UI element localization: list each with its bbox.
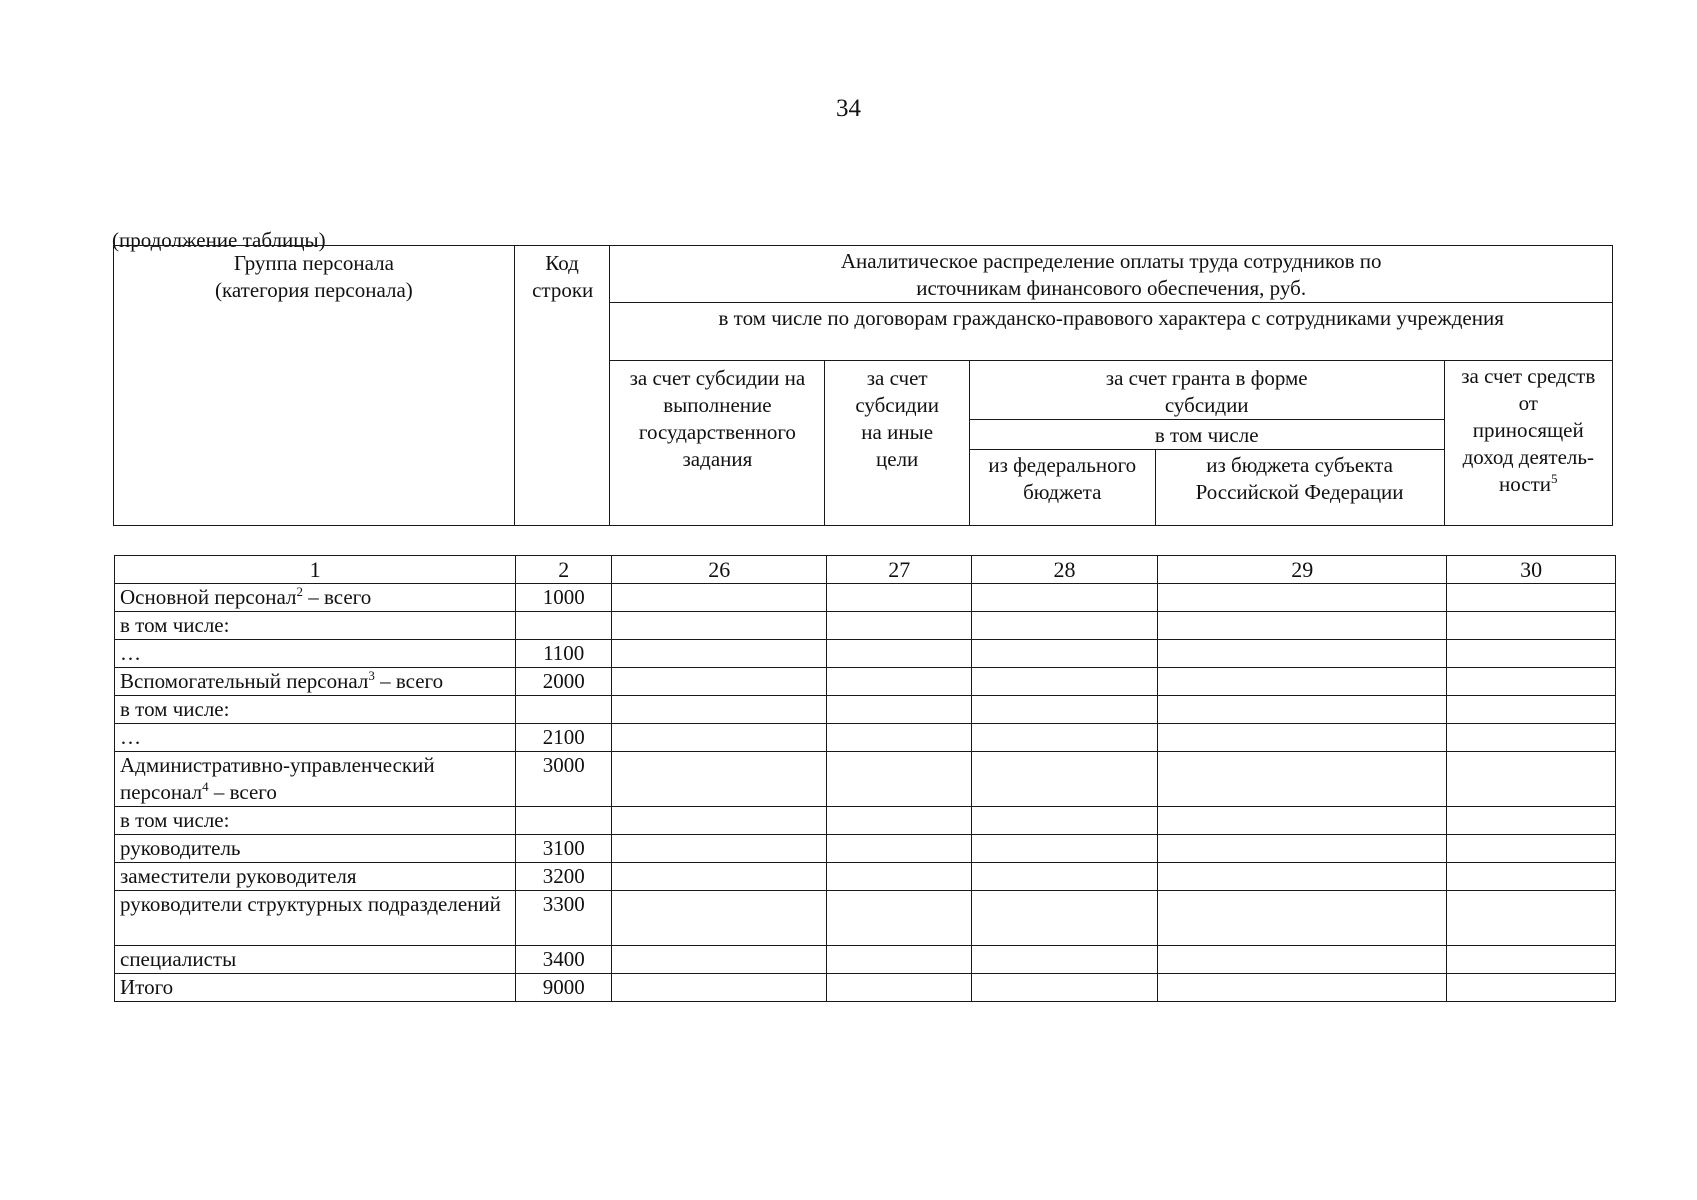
value-cell: [612, 752, 827, 807]
header-grant: за счет гранта в форме субсидии: [969, 361, 1444, 420]
value-cell: [972, 835, 1158, 863]
column-number: 26: [612, 556, 827, 584]
value-cell: [1447, 807, 1616, 835]
value-cell: [1158, 752, 1447, 807]
value-cell: [1158, 974, 1447, 1002]
value-cell: [1158, 612, 1447, 640]
value-cell: [827, 696, 972, 724]
value-cell: [612, 612, 827, 640]
value-cell: [827, 640, 972, 668]
value-cell: [972, 724, 1158, 752]
row-code: [516, 612, 612, 640]
row-label: Основной персонал$^2$ – всего: [115, 584, 516, 612]
value-cell: [972, 946, 1158, 974]
column-number: 1: [115, 556, 516, 584]
column-number: 29: [1158, 556, 1447, 584]
table-header: [113, 245, 1613, 526]
value-cell: [1447, 640, 1616, 668]
table-row: [115, 863, 1616, 891]
value-cell: [827, 974, 972, 1002]
table-row: [115, 807, 1616, 835]
value-cell: [1158, 668, 1447, 696]
value-cell: [1447, 891, 1616, 946]
row-code: 3300: [516, 891, 612, 946]
row-code: 2100: [516, 724, 612, 752]
table-row: [115, 946, 1616, 974]
value-cell: [972, 974, 1158, 1002]
row-label: Административно-управленческий персонал$^4$ – всего: [115, 752, 516, 807]
row-label: в том числе:: [115, 807, 516, 835]
value-cell: [1158, 640, 1447, 668]
value-cell: [612, 584, 827, 612]
value-cell: [1158, 891, 1447, 946]
column-numbers-row: [115, 556, 1616, 584]
value-cell: [612, 696, 827, 724]
row-code: 1100: [516, 640, 612, 668]
row-label: специалисты: [115, 946, 516, 974]
value-cell: [972, 668, 1158, 696]
value-cell: [1447, 974, 1616, 1002]
header-col-26: за счет субсидии на выполнение государственного задания: [610, 361, 825, 526]
value-cell: [972, 807, 1158, 835]
row-label: …: [115, 724, 516, 752]
continuation-note: (продолжение таблицы): [112, 228, 326, 252]
value-cell: [1158, 835, 1447, 863]
row-label: руководители структурных подразделений: [115, 891, 516, 946]
value-cell: [612, 863, 827, 891]
value-cell: [1447, 752, 1616, 807]
table-row: [115, 668, 1616, 696]
column-number: 30: [1447, 556, 1616, 584]
value-cell: [827, 946, 972, 974]
value-cell: [972, 752, 1158, 807]
value-cell: [612, 891, 827, 946]
row-code: 3100: [516, 835, 612, 863]
value-cell: [1158, 696, 1447, 724]
value-cell: [1158, 946, 1447, 974]
value-cell: [612, 974, 827, 1002]
table-row: [115, 891, 1616, 946]
row-code: [516, 807, 612, 835]
row-label: Итого: [115, 974, 516, 1002]
table-row: [115, 835, 1616, 863]
value-cell: [972, 863, 1158, 891]
value-cell: [1447, 668, 1616, 696]
header-gph: в том числе по договорам гражданско-правового характера с сотрудниками учреждения: [610, 303, 1613, 361]
value-cell: [1447, 863, 1616, 891]
value-cell: [612, 640, 827, 668]
table-row: [115, 696, 1616, 724]
column-number: 27: [827, 556, 972, 584]
value-cell: [612, 807, 827, 835]
value-cell: [1447, 724, 1616, 752]
page-number: 34: [836, 95, 861, 122]
value-cell: [1447, 584, 1616, 612]
row-code: 9000: [516, 974, 612, 1002]
value-cell: [972, 696, 1158, 724]
value-cell: [827, 891, 972, 946]
header-analytic: Аналитическое распределение оплаты труда сотрудников по источникам финансового обеспечения, руб.: [610, 246, 1613, 303]
value-cell: [827, 724, 972, 752]
value-cell: [827, 752, 972, 807]
value-cell: [612, 835, 827, 863]
value-cell: [827, 835, 972, 863]
value-cell: [827, 612, 972, 640]
row-code: 1000: [516, 584, 612, 612]
value-cell: [827, 584, 972, 612]
table-body: [114, 555, 1616, 1002]
header-col-30: за счет средств от приносящей доход деятель-ности$^5$: [1444, 361, 1612, 526]
value-cell: [1447, 835, 1616, 863]
table-row: [115, 612, 1616, 640]
value-cell: [1158, 807, 1447, 835]
header-incl: в том числе: [969, 420, 1444, 450]
header-col-29: из бюджета субъекта Российской Федерации: [1155, 450, 1444, 526]
header-col-27: за счет субсидии на иные цели: [825, 361, 969, 526]
value-cell: [827, 807, 972, 835]
value-cell: [972, 640, 1158, 668]
header-code: Код строки: [514, 246, 610, 526]
value-cell: [1447, 696, 1616, 724]
value-cell: [972, 612, 1158, 640]
table-row: [115, 640, 1616, 668]
row-label: руководитель: [115, 835, 516, 863]
value-cell: [612, 668, 827, 696]
table-row: [115, 584, 1616, 612]
row-label: в том числе:: [115, 696, 516, 724]
value-cell: [972, 891, 1158, 946]
value-cell: [1447, 612, 1616, 640]
column-number: 2: [516, 556, 612, 584]
table-row: [115, 752, 1616, 807]
row-code: 3000: [516, 752, 612, 807]
row-code: [516, 696, 612, 724]
value-cell: [827, 668, 972, 696]
row-code: 3200: [516, 863, 612, 891]
value-cell: [1158, 584, 1447, 612]
row-code: 3400: [516, 946, 612, 974]
row-label: заместители руководителя: [115, 863, 516, 891]
row-label: в том числе:: [115, 612, 516, 640]
column-number: 28: [972, 556, 1158, 584]
value-cell: [1447, 946, 1616, 974]
value-cell: [827, 863, 972, 891]
row-label: …: [115, 640, 516, 668]
header-col-28: из федерального бюджета: [969, 450, 1155, 526]
value-cell: [1158, 863, 1447, 891]
value-cell: [1158, 724, 1447, 752]
table-row: [115, 974, 1616, 1002]
value-cell: [612, 946, 827, 974]
row-label: Вспомогательный персонал$^3$ – всего: [115, 668, 516, 696]
row-code: 2000: [516, 668, 612, 696]
value-cell: [612, 724, 827, 752]
header-group: Группа персонала (категория персонала): [114, 246, 515, 526]
value-cell: [972, 584, 1158, 612]
table-row: [115, 724, 1616, 752]
